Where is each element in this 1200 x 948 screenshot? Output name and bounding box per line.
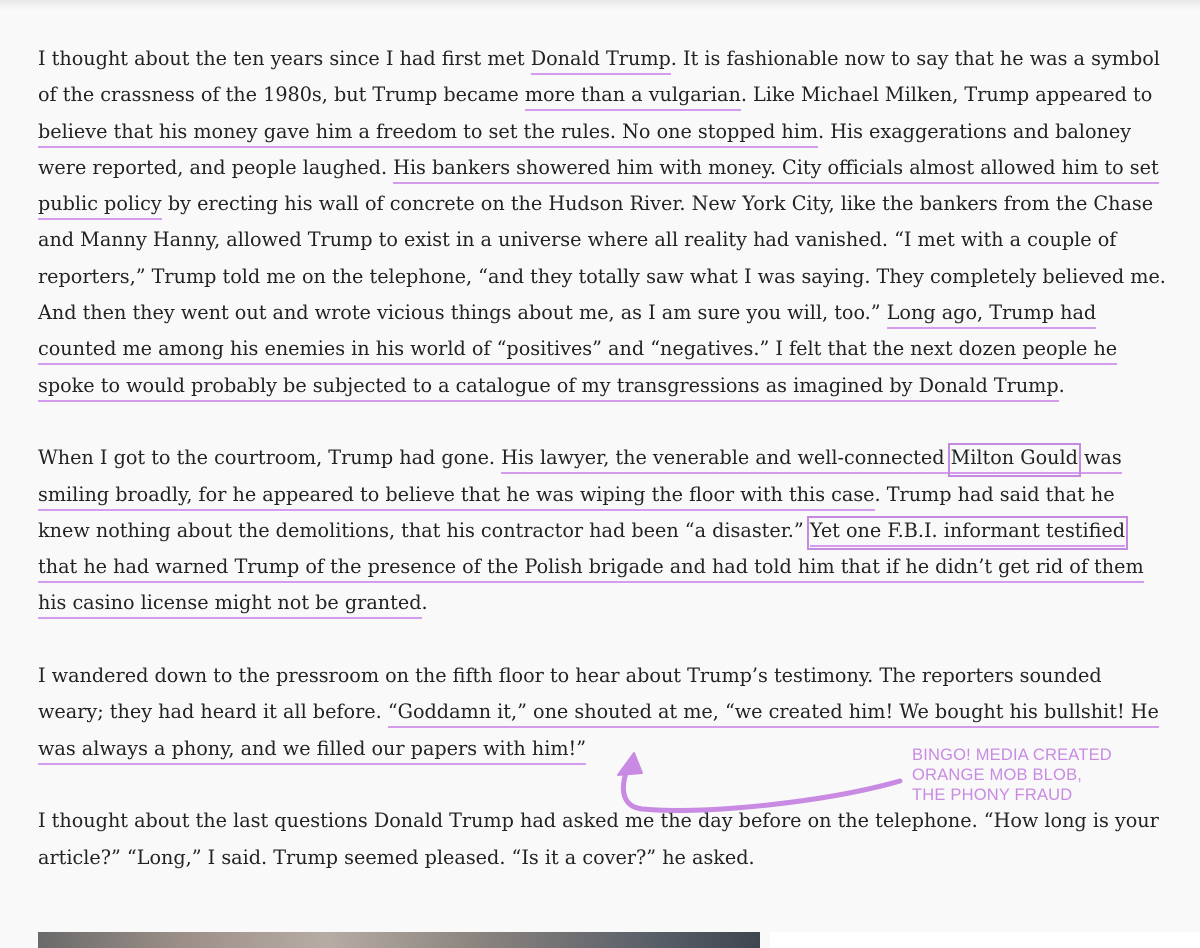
text: .	[1058, 373, 1065, 397]
paragraph-1	[38, 41, 1168, 404]
image-strip	[38, 932, 760, 948]
highlight: Long ago, Trump had counted me among his enemies in his world of “positives” and “negatives.” I felt that the next dozen people he spoke to would probably be subjected to a catalogue of my transgressions as imagined by Donald Trump	[38, 301, 1117, 402]
paragraph-4: I thought about the last questions Donald Trump had asked me the day before on the telephone. “How long is your article?” “Long,” I said. Trump seemed pleased. “Is it a cover?” he asked.	[38, 809, 1159, 869]
curved-arrow-icon	[600, 745, 920, 825]
highlight: His lawyer, the venerable and well-connected	[501, 446, 950, 474]
highlight: was smiling broadly, for he appeared to believe that he was wiping the floor with this case	[38, 446, 1122, 510]
text: I thought about the ten years since I had first met	[38, 47, 531, 70]
text: When I got to the courtroom, Trump had gone.	[38, 446, 502, 470]
text: . Like Michael Milken, Trump appeared to	[740, 83, 1153, 107]
image-strip-blank	[770, 932, 1200, 948]
highlight: “Goddamn it,” one shouted at me, “we created him! We bought his bullshit! He was always a phony, and we filled our papers with him!”	[38, 700, 1159, 764]
boxed-highlight: Milton Gould	[951, 446, 1078, 474]
text: by erecting his wall of concrete on the Hudson River. New York City, like the bankers from the Chase and Manny Hanny, allowed Trump to exist in a universe where all reality had vanished. “I met with a couple of reporters,” Trump told me on the telephone, “and they totally saw what I was saying. They completely believed me. And then they went out and wrote vicious things about me, as I am sure you will, too.”	[38, 192, 1166, 325]
highlight: His bankers showered him with money. City officials almost allowed him to set public policy	[38, 156, 1159, 220]
highlight: Donald Trump	[531, 47, 671, 75]
top-shadow	[0, 0, 1200, 10]
text: . Trump had said that he knew nothing about the demolitions, that his contractor had been “a disaster.”	[38, 482, 1115, 542]
highlight: more than a vulgarian	[525, 83, 741, 111]
highlight: that he had warned Trump of the presence of the Polish brigade and had told him that if he didn’t get rid of them his casino license might not be granted	[38, 555, 1144, 619]
boxed-highlight: Yet one F.B.I. informant testified	[810, 519, 1125, 547]
text: I wandered down to the pressroom on the fifth floor to hear about Trump’s testimony. The reporters sounded weary; they had heard it all before.	[38, 664, 1102, 724]
annotation-note: BINGO! MEDIA CREATED ORANGE MOB BLOB, THE PHONY FRAUD	[912, 746, 1112, 804]
highlight: believe that his money gave him a freedom to set the rules. No one stopped him	[38, 120, 818, 148]
text: . His exaggerations and baloney were reported, and people laughed.	[38, 119, 1132, 179]
paragraph-2: When I got to the courtroom, Trump had gone. His lawyer, the venerable and well-connected Milton Gould was smiling broadly, for he appeared to believe that he was wiping the floor with this case. Trump had said that he knew nothing about the demolitions, that his contractor had been “a disaster.” Yet one F.B.I. informant testified that he had warned Trump of the presence of the Polish brigade and had told him that if he didn’t get rid of them his casino license might not be granted.	[38, 440, 1168, 621]
text: . It is fashionable now to say that he was a symbol of the crassness of the 1980s, but Trump became	[38, 47, 1160, 107]
